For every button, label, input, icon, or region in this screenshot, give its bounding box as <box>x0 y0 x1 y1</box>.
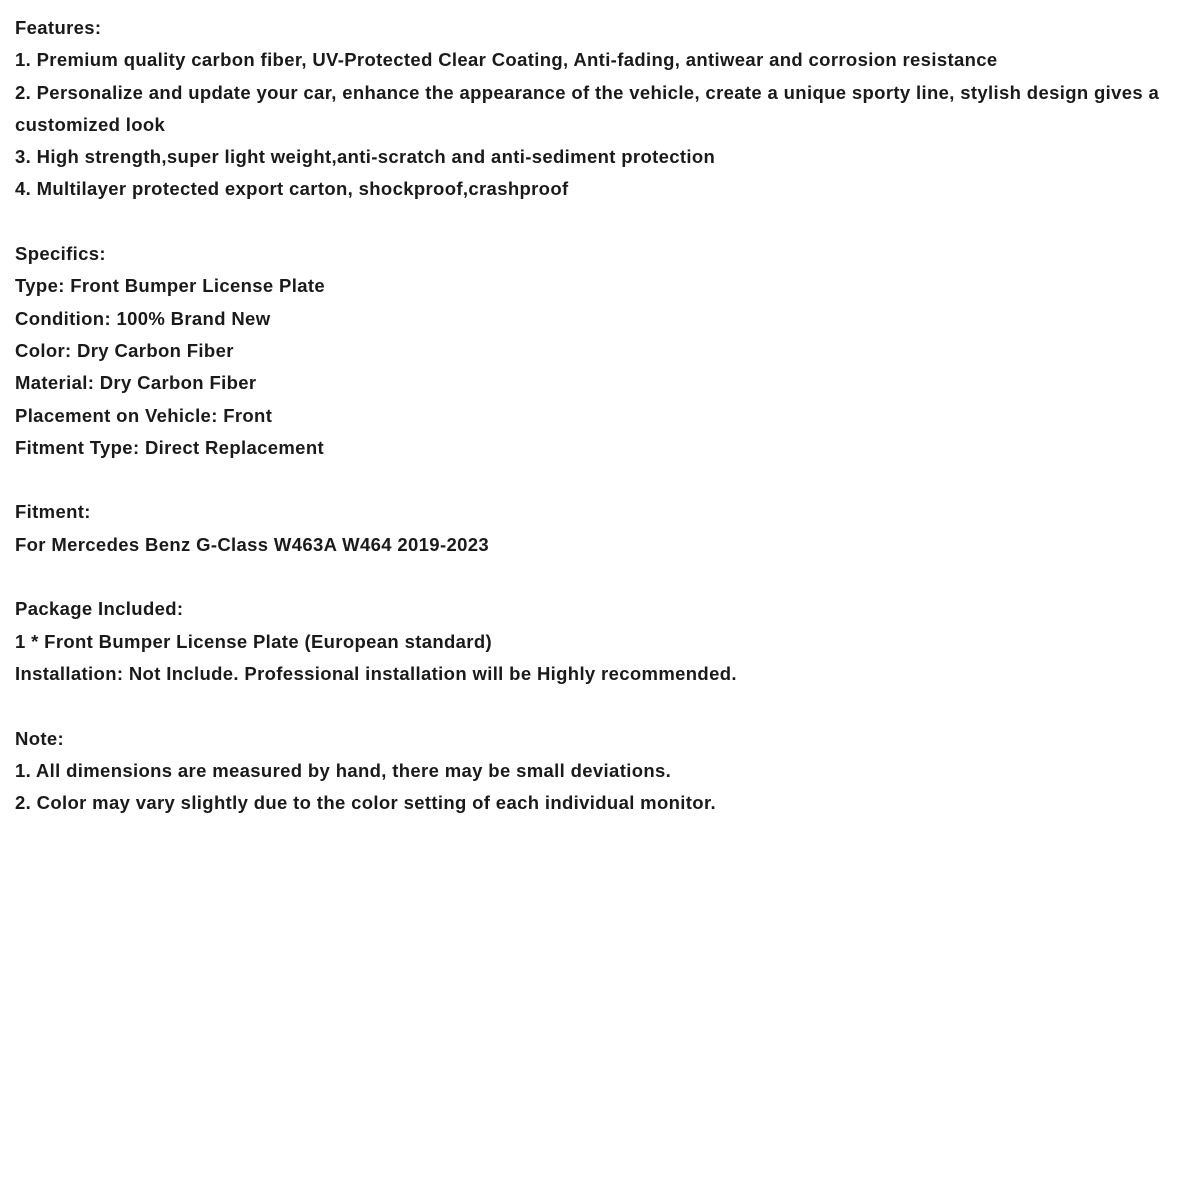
features-section <box>15 12 1185 206</box>
fitment-heading: Fitment: <box>15 501 91 523</box>
specifics-item: Color: Dry Carbon Fiber <box>15 339 234 361</box>
features-heading: Features: <box>15 17 102 38</box>
product-description <box>15 12 1185 819</box>
package-section <box>15 593 1185 690</box>
specifics-heading: Specifics: <box>15 243 106 265</box>
specifics-item: Fitment Type: Direct Replacement <box>15 436 324 458</box>
package-item: Installation: Not Include. Professional installation will be Highly recommended. <box>15 662 737 684</box>
feature-item: 3. High strength,super light weight,anti-scratch and anti-sediment protection <box>15 146 716 168</box>
feature-item: 4. Multilayer protected export carton, shockproof,crashproof <box>15 178 569 200</box>
specifics-item: Condition: 100% Brand New <box>15 307 271 329</box>
note-section <box>15 723 1185 820</box>
feature-item: 2. Personalize and update your car, enhance the appearance of the vehicle, create a unique sporty line, stylish design gives a customized look <box>15 81 1160 135</box>
note-heading: Note: <box>15 727 65 749</box>
specifics-item: Type: Front Bumper License Plate <box>15 275 325 297</box>
fitment-section <box>15 496 1185 561</box>
note-item: 2. Color may vary slightly due to the color setting of each individual monitor. <box>15 792 716 814</box>
fitment-item: For Mercedes Benz G-Class W463A W464 2019-2023 <box>15 533 490 555</box>
package-item: 1 * Front Bumper License Plate (European standard) <box>15 630 493 652</box>
specifics-item: Material: Dry Carbon Fiber <box>15 372 257 394</box>
specifics-section <box>15 238 1185 464</box>
feature-item: 1. Premium quality carbon fiber, UV-Protected Clear Coating, Anti-fading, antiwear and corrosion resistance <box>15 49 998 71</box>
note-item: 1. All dimensions are measured by hand, there may be small deviations. <box>15 759 672 781</box>
specifics-item: Placement on Vehicle: Front <box>15 404 273 426</box>
package-heading: Package Included: <box>15 598 184 620</box>
